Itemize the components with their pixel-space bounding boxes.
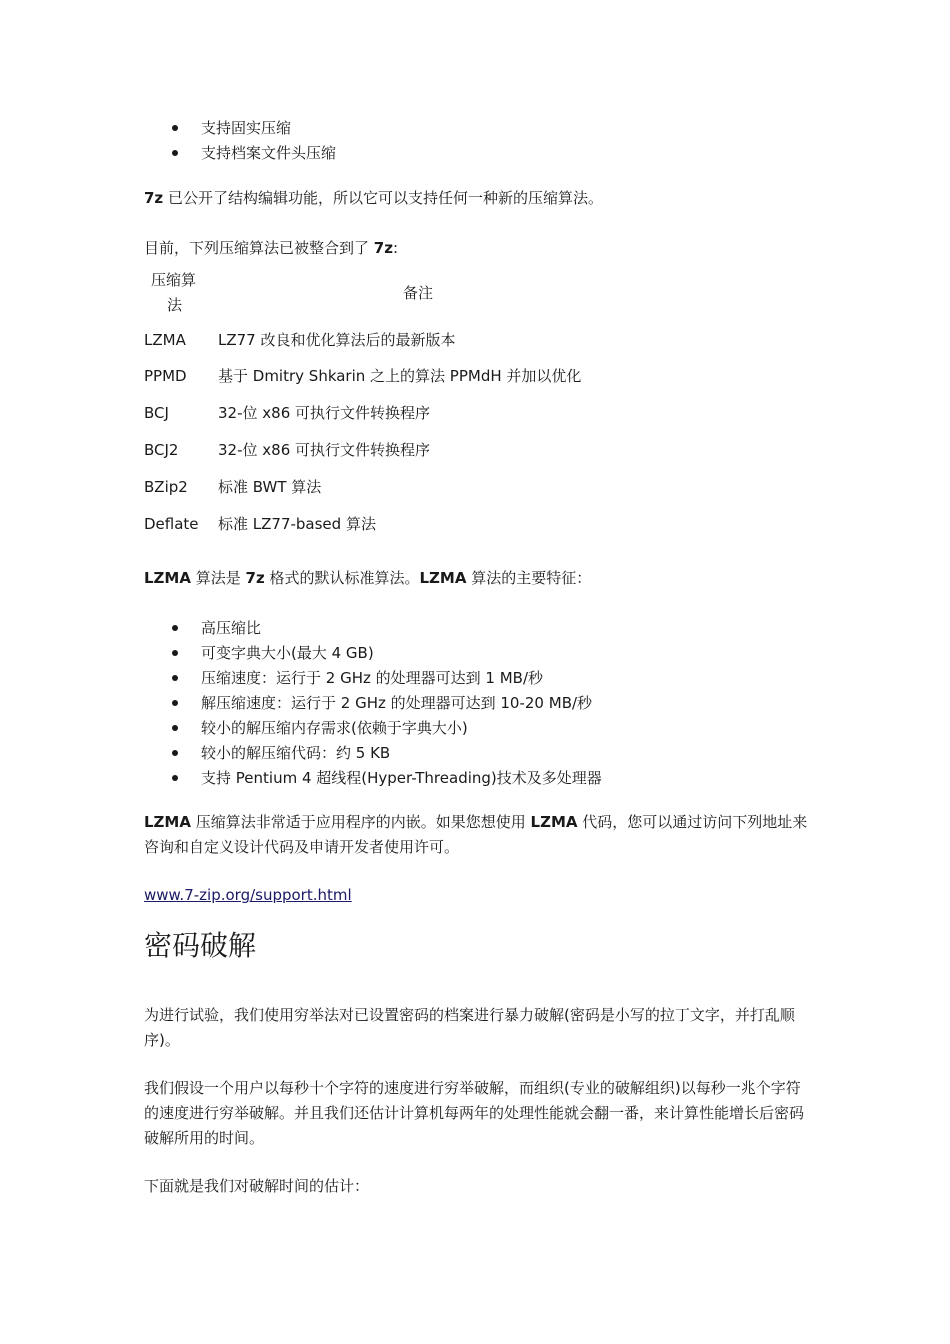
table-row: PPMD 基于 Dmitry Shkarin 之上的算法 PPMdH 并加以优化 <box>144 367 582 385</box>
paragraph-assumption: 我们假设一个用户以每秒十个字符的速度进行穷举破解，而组织(专业的破解组织)以每秒一兆个字符的速度进行穷举破解。并且我们还估计计算机每两年的处理性能就会翻一番，来计算性能增长后密码破解所用的时间。 <box>144 1079 805 1147</box>
bullet-icon <box>172 750 178 756</box>
paragraph-estimate-intro: 下面就是我们对破解时间的估计： <box>144 1177 370 1195</box>
table-row: BCJ2 32-位 x86 可执行文件转换程序 <box>144 441 431 459</box>
section-heading-password-cracking: 密码破解 <box>144 929 257 962</box>
bullet-icon <box>172 675 178 681</box>
bullet-icon <box>172 125 178 131</box>
support-link-line <box>144 883 352 907</box>
table-row: Deflate 标准 LZ77-based 算法 <box>144 515 376 533</box>
bullet-icon <box>172 775 178 781</box>
paragraph-algorithms-intro: 目前，下列压缩算法已被整合到了 7z: <box>144 239 399 257</box>
bullet-icon <box>172 625 178 631</box>
table-header-note: 备注 <box>403 284 434 302</box>
bullet-icon <box>172 700 178 706</box>
paragraph-lzma-embedding: LZMA 压缩算法非常适于应用程序的内嵌。如果您想使用 LZMA 代码，您可以通过访问下列地址来咨询和自定义设计代码及申请开发者使用许可。 <box>144 813 808 856</box>
document-page: 支持固实压缩 支持档案文件头压缩 7z 已公开了结构编辑功能，所以它可以支持任何一种新的压缩算法。 目前，下列压缩算法已被整合到了 7z: 压缩算 法 备注 LZMA LZ77 改良和优化算法后的最新版本 PPMD 基于 Dmitry Shkarin 之上的算法 PPMdH 并加以优化 BCJ 32-位 x86 可执行文件转换程序 BCJ2 32-位 x86 可执行文件转换程序 BZip2 标准 BWT 算法 Deflate 标准 LZ77-based 算法 LZMA 算法是 7z 格式的默认标准算法。LZMA 算法的主要特征： 高压缩比 可变字典大小(最大 4 GB) 压缩速度：运行于 2 GHz 的处理器可达到 1 MB/秒 解压缩速度：运行于 2 GHz 的处理器可达到 10-20 MB/秒 较小的解压缩内存需求(依赖于字典大小) 较小的解压缩代码：约 5 KB 支持 Pentium 4 超线程(Hyper-Threading)技术及多处理器 LZMA 压缩算法非常适于应用程序的内嵌。如果您想使用 LZMA 代码，您可以通过访问下列地址来咨询和自定义设计代码及申请开发者使用许可。 www.7-zip.org/support.html 密码破解 为进行试验，我们使用穷举法对已设置密码的档案进行暴力破解(密码是小写的拉丁文字，并打乱顺序)。 我们假设一个用户以每秒十个字符的速度进行穷举破解，而组织(专业的破解组织)以每秒一兆个字符的速度进行穷举破解。并且我们还估计计算机每两年的处理性能就会翻一番，来计算性能增长后密码破解所用的时间。 下面就是我们对破解时间的估计： <box>0 0 950 1344</box>
bullet-icon <box>172 650 178 656</box>
paragraph-7z-structure: 7z 已公开了结构编辑功能，所以它可以支持任何一种新的压缩算法。 <box>144 189 603 207</box>
table-row: BZip2 标准 BWT 算法 <box>144 478 322 496</box>
support-link[interactable]: www.7-zip.org/support.html <box>144 886 352 904</box>
bullet-icon <box>172 150 178 156</box>
paragraph-lzma-default: LZMA 算法是 7z 格式的默认标准算法。LZMA 算法的主要特征： <box>144 569 592 587</box>
table-header-algorithm: 压缩算 <box>151 271 197 289</box>
bullet-icon <box>172 725 178 731</box>
table-row: BCJ 32-位 x86 可执行文件转换程序 <box>144 404 431 422</box>
table-header-algorithm-cont: 法 <box>167 296 183 314</box>
table-row: LZMA LZ77 改良和优化算法后的最新版本 <box>144 331 456 349</box>
paragraph-experiment: 为进行试验，我们使用穷举法对已设置密码的档案进行暴力破解(密码是小写的拉丁文字，并打乱顺序)。 <box>144 1006 795 1049</box>
